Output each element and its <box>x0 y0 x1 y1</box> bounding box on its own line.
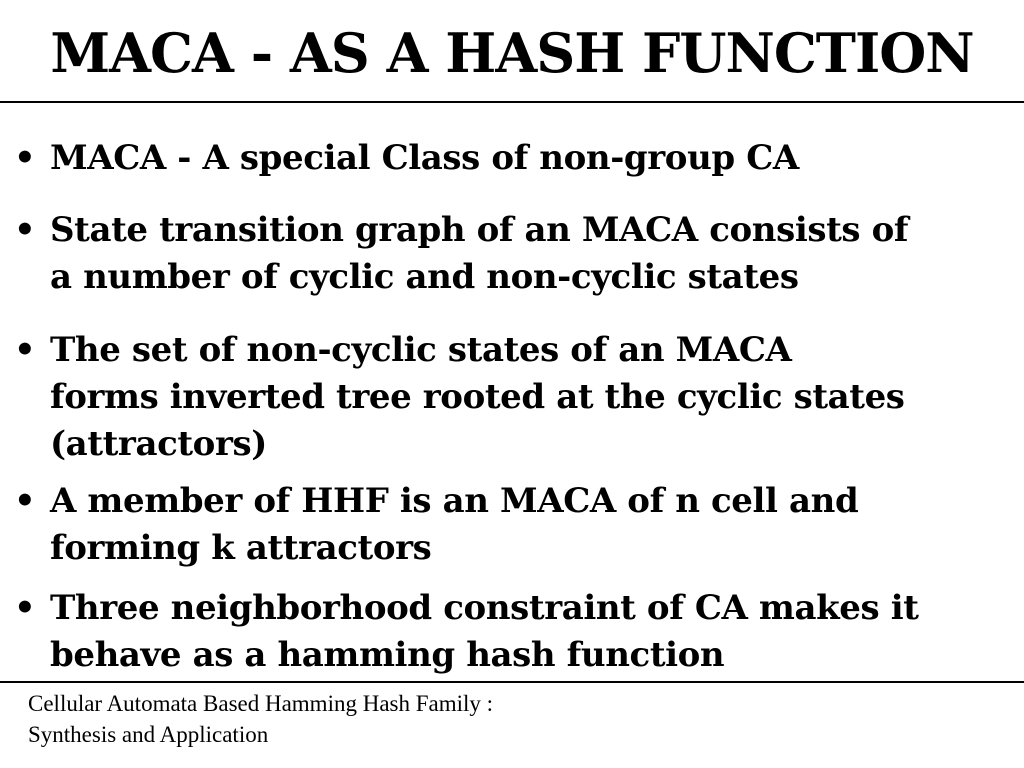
footer-divider <box>0 681 1024 683</box>
bullet-text: The set of non-cyclic states of an MACA forms inverted tree rooted at the cyclic states (attractors) <box>50 330 905 464</box>
slide-title: MACA - AS A HASH FUNCTION <box>50 21 974 85</box>
bullet-text: Three neighborhood constraint of CA makes it behave as a hamming hash function <box>50 588 919 675</box>
bullet-text: MACA - A special Class of non-group CA <box>50 138 799 178</box>
bullet-marker: • <box>14 481 36 521</box>
bullet-marker: • <box>14 330 36 370</box>
bullet-marker: • <box>14 588 36 628</box>
bullet-marker: • <box>14 210 36 250</box>
bullet-text: A member of HHF is an MACA of n cell and forming k attractors <box>50 481 859 568</box>
bullet-text: State transition graph of an MACA consists of a number of cyclic and non-cyclic states <box>50 210 909 297</box>
slide-footer: Cellular Automata Based Hamming Hash Family : Synthesis and Application <box>28 691 494 747</box>
bullet-marker: • <box>14 138 36 178</box>
